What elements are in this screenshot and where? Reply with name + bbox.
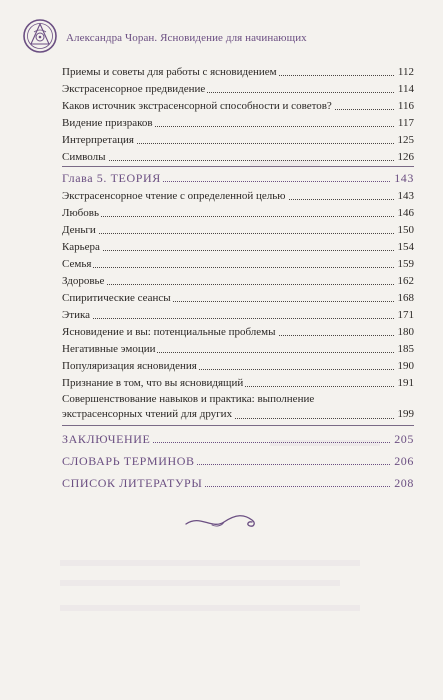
toc-entry[interactable] [62,222,414,238]
bleed-through [60,605,360,611]
toc-back-matter-title: ЗАКЛЮЧЕНИЕ [62,432,151,446]
toc-entry-page: 116 [395,98,414,114]
toc-entry[interactable] [62,375,414,391]
toc-entry-page: 191 [395,375,415,391]
toc-entry[interactable] [62,64,414,80]
toc-entry-page: 117 [395,115,414,131]
toc-entry-page: 168 [395,290,415,306]
toc-back-matter-page: 208 [391,475,414,491]
toc-back-matter-title: СПИСОК ЛИТЕРАТУРЫ [62,476,203,490]
toc-entry[interactable] [62,256,414,272]
toc-entry-title: Деньги [62,224,96,236]
toc-entry-page: 154 [395,239,415,255]
toc-entry-title: Любовь [62,207,99,219]
toc-entry-title: Приемы и советы для работы с ясновидением [62,66,277,78]
toc-entry-title: Карьера [62,241,100,253]
toc-entry-title: Ясновидение и вы: потенциальные проблемы [62,326,276,338]
leader-dots [62,249,414,251]
toc-chapter-heading[interactable] [62,170,414,186]
leader-dots [62,159,414,161]
bleed-through [60,580,340,586]
toc-entry[interactable] [62,273,414,289]
toc-entry-title: Интерпретация [62,134,134,146]
toc-entry[interactable] [62,132,414,148]
toc-chapter-page: 143 [391,170,414,186]
toc-entry-page: 162 [395,273,415,289]
section-divider [62,166,414,167]
toc-entry-title: Каков источник экстрасенсорной способности и советов? [62,100,332,112]
toc-back-matter[interactable] [62,475,414,491]
toc-entry[interactable] [62,358,414,374]
toc-entry-title: Признание в том, что вы ясновидящий [62,377,244,389]
toc-entry[interactable] [62,81,414,97]
toc-entry-page: 112 [395,64,414,80]
toc-chapter-title: Глава 5. ТЕОРИЯ [62,171,161,185]
toc-entry-page: 190 [395,358,415,374]
toc-entry[interactable] [62,307,414,323]
toc-entry[interactable] [62,239,414,255]
toc-entry[interactable] [62,149,414,165]
toc-entry[interactable] [62,188,414,204]
ornamental-medallion-icon [22,18,58,54]
toc-entry-title: Экстрасенсорное предвидение [62,83,206,95]
toc-entry[interactable] [62,290,414,306]
toc-entry-title: Здоровье [62,275,105,287]
toc-entry[interactable] [62,115,414,131]
toc-entry-title: Экстрасенсорное чтение с определенной целью [62,190,286,202]
toc-entry-title-line2: экстрасенсорных чтений для других [62,408,233,420]
toc-entry-title: Семья [62,258,92,270]
toc-entry-page: 143 [395,188,415,204]
toc-entry-title: Символы [62,151,106,163]
toc-entry-page: 146 [395,205,415,221]
toc-back-matter-title: СЛОВАРЬ ТЕРМИНОВ [62,454,195,468]
toc-entry-line2 [62,407,414,422]
running-header [22,18,422,58]
toc-entry[interactable] [62,324,414,340]
toc-entry[interactable] [62,205,414,221]
bleed-through [60,560,360,566]
leader-dots [62,283,414,285]
leader-dots [62,215,414,217]
toc-entry-page: 185 [395,341,415,357]
toc-back-matter-page: 206 [391,453,414,469]
leader-dots [62,317,414,319]
leader-dots [62,266,414,268]
toc-entry[interactable] [62,98,414,114]
toc-entry-page: 126 [395,149,415,165]
toc-entry[interactable] [62,392,414,422]
toc-entry-page: 171 [395,307,415,323]
toc-entry-title: Спиритические сеансы [62,292,171,304]
toc-entry-title: Популяризация ясновидения [62,360,197,372]
leader-dots [62,232,414,234]
toc-back-matter[interactable] [62,453,414,469]
toc-entry-page: 150 [395,222,415,238]
toc-entry-title: Видение призраков [62,117,153,129]
toc-entry-title-line1: Совершенствование навыков и практика: выполнение [62,392,414,407]
toc-entry-page: 159 [395,256,415,272]
toc-entry-title: Негативные эмоции [62,343,156,355]
toc-entry-page: 114 [395,81,414,97]
toc-back-matter-page: 205 [391,431,414,447]
decorative-flourish-icon [182,510,262,532]
header-title: Александра Чоран. Ясновидение для начинающих [66,32,307,44]
toc-entry-page: 125 [395,132,415,148]
toc-entry-page: 199 [395,407,415,422]
section-divider [62,425,414,426]
toc-back-matter[interactable] [62,431,414,447]
toc-entry[interactable] [62,341,414,357]
toc-entry-title: Этика [62,309,91,321]
toc-entry-page: 180 [395,324,415,340]
